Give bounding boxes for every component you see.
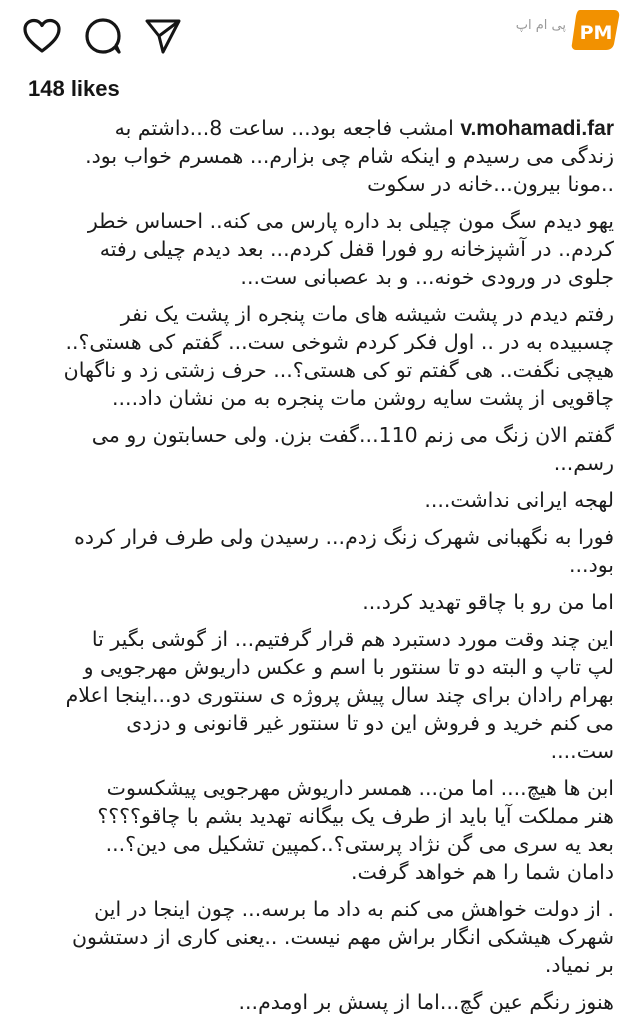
post-action-bar bbox=[22, 14, 204, 62]
caption-text-start: امشب فاجعه بود... ساعت 8...داشتم به bbox=[114, 116, 454, 140]
caption-line: لپ تاپ و البته دو تا سنتور با اسم و عکس داریوش مهرجویی و bbox=[83, 655, 614, 679]
caption-line: زندگی می رسیدم و اینکه شام چی بزارم... همسرم خواب بود. bbox=[85, 144, 614, 168]
paragraph-gap bbox=[14, 616, 614, 625]
caption-line: فورا به نگهبانی شهرک زنگ زدم... رسیدن ولی طرف فرار کرده bbox=[74, 525, 614, 549]
paragraph-gap bbox=[14, 979, 614, 988]
paragraph-gap bbox=[14, 477, 614, 486]
caption-line: . از دولت خواهش می کنم به داد ما برسه... چون اینجا در این bbox=[94, 897, 614, 921]
caption-line: هیچی نگفت.. هی گفتم تو کی هستی؟... حرف زشتی زد و ناگهان bbox=[63, 358, 614, 382]
paragraph-gap bbox=[14, 198, 614, 207]
caption-line: بود... bbox=[569, 553, 614, 577]
caption-line: ست.... bbox=[550, 739, 614, 763]
caption-line: بهرام رادان برای چند سال پیش پروژه ی سنتوری دو...اینجا اعلام bbox=[65, 683, 614, 707]
watermark-text: پی ام اپ bbox=[515, 18, 566, 33]
caption-line: چاقویی از پشت سایه روشن مات پنجره به من نشان داد.... bbox=[112, 386, 614, 410]
caption-line: کردم.. در آشپزخانه رو فورا قفل کردم... بعد دیدم چیلی رفته bbox=[99, 237, 614, 261]
site-watermark bbox=[508, 4, 626, 56]
paragraph-gap bbox=[14, 579, 614, 588]
username-link[interactable]: v.mohamadi.far bbox=[460, 117, 614, 140]
pmapp-logo bbox=[570, 6, 622, 52]
caption-line: بعد یه سری می گن نژاد پرستی؟..کمپین تشکیل می دین؟... bbox=[105, 832, 614, 856]
paragraph-gap bbox=[14, 886, 614, 895]
heart-icon[interactable] bbox=[22, 18, 62, 58]
caption-line: شهرک هیشکی انگار براش مهم نیست. ..یعنی کاری از دستشون bbox=[72, 925, 614, 949]
caption-line: رسم... bbox=[553, 451, 614, 475]
caption-line: اما من رو با چاقو تهدید کرد... bbox=[362, 590, 614, 614]
caption-line: جلوی در ورودی خونه... و بد عصبانی ست... bbox=[240, 265, 614, 289]
like-count[interactable]: 148 likes bbox=[28, 76, 120, 101]
caption-line: این چند وقت مورد دستبرد هم قرار گرفتیم... از گوشی بگیر تا bbox=[91, 627, 614, 651]
caption-line: می کنم خرید و فروش این دو تا سنتور غیر قانونی و دزدی bbox=[126, 711, 614, 735]
paragraph-gap bbox=[14, 514, 614, 523]
post-caption bbox=[14, 114, 614, 1016]
caption-line: گفتم الان زنگ می زنم 110...گفت بزن. ولی حسابتون رو می bbox=[91, 423, 614, 447]
caption-line: ابن ها هیچ.... اما من... همسر داریوش مهرجویی پیشکسوت bbox=[106, 776, 614, 800]
paper-plane-icon[interactable] bbox=[144, 17, 182, 59]
paragraph-gap bbox=[14, 291, 614, 300]
caption-line: رفتم دیدم در پشت شیشه های مات پنجره از پشت یک نفر bbox=[120, 302, 614, 326]
caption-line: هنر مملکت آیا باید از طرف یک بیگانه تهدید بشم با چاقو؟؟؟؟ bbox=[97, 804, 614, 828]
caption-line: یهو دیدم سگ مون چیلی بد داره پارس می کنه.. احساس خطر bbox=[87, 209, 614, 233]
caption-line: بر نمیاد. bbox=[544, 953, 614, 977]
caption-line: ..مونا بیرون...خانه در سکوت bbox=[367, 172, 614, 196]
logo-text: PM bbox=[579, 22, 613, 44]
caption-line: دامان شما را هم خواهد گرفت. bbox=[350, 860, 614, 884]
caption-line: لهجه ایرانی نداشت.... bbox=[424, 488, 614, 512]
caption-first-line bbox=[14, 114, 614, 142]
paragraph-gap bbox=[14, 412, 614, 421]
paragraph-gap bbox=[14, 765, 614, 774]
caption-line: هنوز رنگم عین گچ...اما از پسش بر اومدم... bbox=[238, 990, 614, 1014]
comment-bubble-icon[interactable] bbox=[84, 17, 122, 59]
caption-line: چسبیده به در .. اول فکر کردم شوخی ست... گفتم کی هستی؟.. bbox=[65, 330, 614, 354]
